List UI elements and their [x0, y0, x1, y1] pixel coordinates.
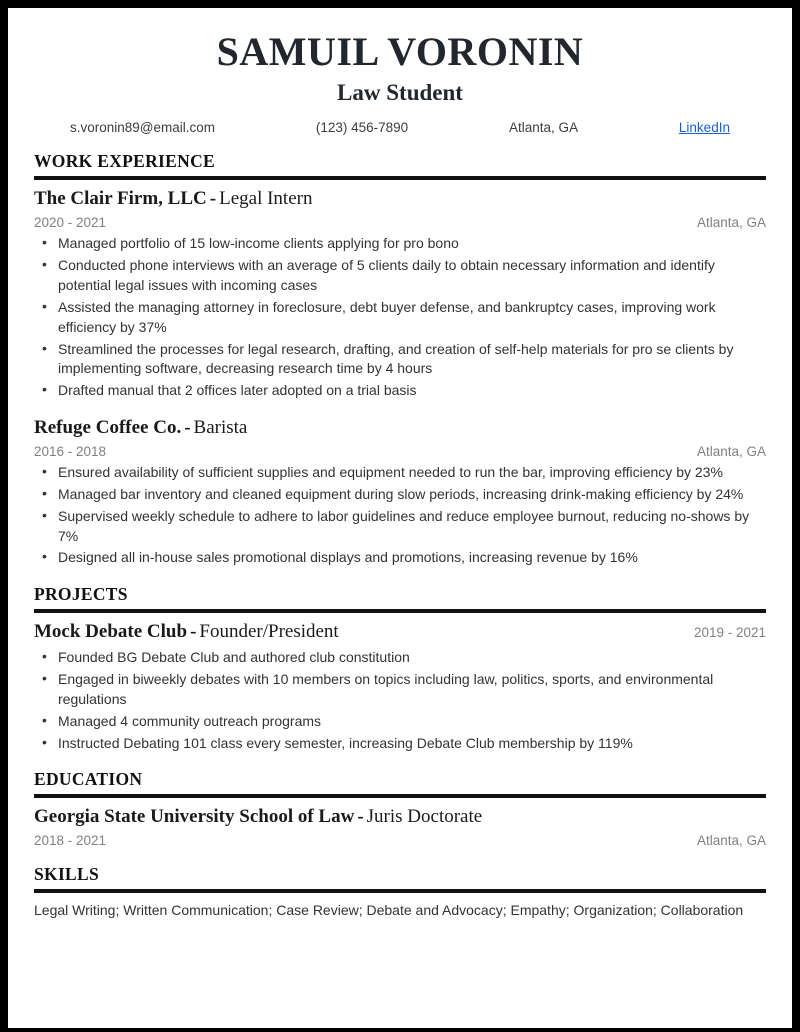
- project-entry-name: Mock Debate Club: [34, 621, 188, 643]
- list-item: • Streamlined the processes for legal research, drafting, and creation of self-help materials for pro se clients by implementing software, decreasing research time by 4 hours: [34, 340, 766, 380]
- work-entry-meta: [34, 215, 766, 230]
- section-title-education: EDUCATION: [34, 769, 143, 790]
- project-entry-dates: 2019 - 2021: [693, 625, 766, 641]
- work-entry: [34, 416, 766, 568]
- section-divider: [34, 609, 766, 613]
- list-item: • Managed portfolio of 15 low-income clients applying for pro bono: [34, 234, 766, 254]
- work-entry-headline: [34, 416, 766, 440]
- work-entry-bullets: [34, 463, 766, 568]
- section-title-skills: SKILLS: [34, 864, 100, 885]
- work-entry: [34, 187, 766, 401]
- education-entry-headline: [34, 805, 766, 829]
- contact-row: [70, 120, 730, 135]
- list-item: • Engaged in biweekly debates with 10 members on topics including law, politics, sports, and environmental regulations: [34, 670, 766, 710]
- section-work-experience: [34, 151, 766, 568]
- project-entry-title: [34, 620, 339, 644]
- education-entry-location: Atlanta, GA: [696, 833, 766, 849]
- work-entry-title: [34, 416, 247, 440]
- list-item: • Managed 4 community outreach programs: [34, 712, 766, 732]
- contact-location: Atlanta, GA: [509, 120, 579, 136]
- title-separator: -: [184, 417, 191, 439]
- work-entry-location: Atlanta, GA: [696, 215, 766, 231]
- project-entry-headline: [34, 620, 766, 644]
- contact-phone: (123) 456-7890: [315, 120, 409, 136]
- education-entry-degree: Juris Doctorate: [366, 806, 483, 828]
- title-separator: -: [209, 188, 217, 210]
- education-entry-dates: 2018 - 2021: [34, 833, 107, 849]
- section-divider: [34, 794, 766, 798]
- list-item: • Designed all in-house sales promotional displays and promotions, increasing revenue by 16%: [34, 548, 766, 568]
- work-entry-dates: 2020 - 2021: [34, 215, 107, 231]
- contact-linkedin-link[interactable]: LinkedIn: [678, 120, 730, 136]
- list-item: • Conducted phone interviews with an average of 5 clients daily to obtain necessary information and identify potential legal issues with incoming cases: [34, 256, 766, 296]
- education-entry-school: Georgia State University School of Law: [34, 806, 355, 828]
- education-entry-title: [34, 805, 482, 829]
- list-item: • Managed bar inventory and cleaned equipment during slow periods, increasing drink-making efficiency by 24%: [34, 485, 766, 505]
- project-entry-role: Founder/President: [199, 621, 339, 643]
- education-entry-meta: [34, 833, 766, 848]
- section-projects: [34, 584, 766, 753]
- work-entry-title: [34, 187, 312, 211]
- section-title-projects: PROJECTS: [34, 584, 128, 605]
- contact-email[interactable]: s.voronin89@email.com: [70, 120, 216, 136]
- project-entry: [34, 620, 766, 753]
- title-separator: -: [190, 621, 197, 643]
- resume-page: [8, 8, 792, 1028]
- section-title-work-experience: WORK EXPERIENCE: [34, 151, 215, 172]
- work-entry-meta: [34, 444, 766, 459]
- list-item: • Ensured availability of sufficient supplies and equipment needed to run the bar, improving efficiency by 23%: [34, 463, 766, 483]
- list-item: • Assisted the managing attorney in foreclosure, debt buyer defense, and bankruptcy cases, improving work efficiency by 37%: [34, 298, 766, 338]
- section-skills: [34, 864, 766, 920]
- list-item: • Instructed Debating 101 class every semester, increasing Debate Club membership by 119%: [34, 734, 766, 754]
- resume-header: [34, 30, 766, 135]
- project-entry-bullets: [34, 648, 766, 753]
- work-entry-headline: [34, 187, 766, 211]
- list-item: • Supervised weekly schedule to adhere to labor guidelines and reduce employee burnout, reducing no-shows by 7%: [34, 507, 766, 547]
- education-entry: [34, 805, 766, 848]
- list-item: • Drafted manual that 2 offices later adopted on a trial basis: [34, 381, 766, 401]
- list-item: • Founded BG Debate Club and authored club constitution: [34, 648, 766, 668]
- title-separator: -: [357, 806, 364, 828]
- candidate-job-title: Law Student: [337, 79, 463, 105]
- section-divider: [34, 176, 766, 180]
- work-entry-bullets: [34, 234, 766, 401]
- candidate-name: SAMUIL VORONIN: [216, 29, 584, 74]
- section-education: [34, 769, 766, 848]
- work-entry-role: Barista: [193, 417, 248, 439]
- work-entry-location: Atlanta, GA: [696, 443, 766, 459]
- skills-list: Legal Writing; Written Communication; Case Review; Debate and Advocacy; Empathy; Organization; Collaboration: [34, 902, 744, 919]
- work-entry-dates: 2016 - 2018: [34, 443, 107, 459]
- section-divider: [34, 889, 766, 893]
- work-entry-organization: Refuge Coffee Co.: [34, 417, 182, 439]
- work-entry-role: Legal Intern: [219, 188, 313, 210]
- work-entry-organization: The Clair Firm, LLC: [34, 188, 207, 210]
